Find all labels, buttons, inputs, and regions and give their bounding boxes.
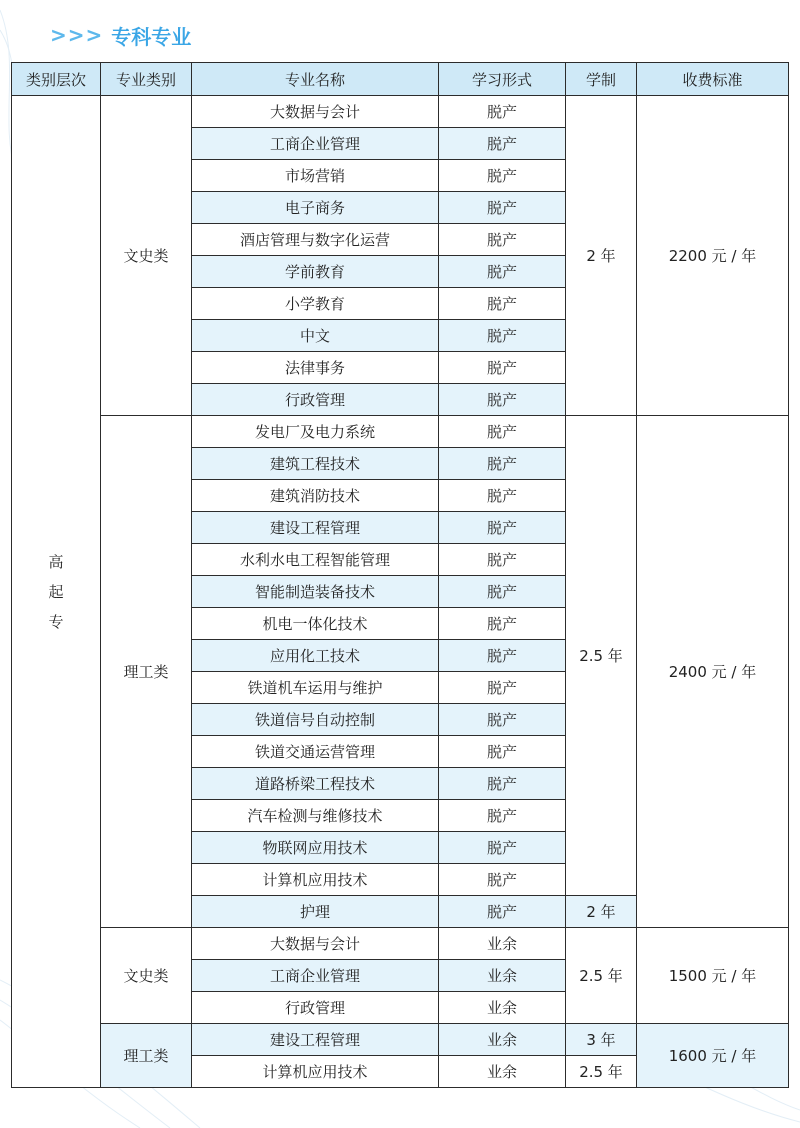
major-name: 行政管理 [192,992,439,1024]
study-form: 脱产 [439,128,566,160]
header-cell: 专业名称 [192,63,439,96]
study-form: 脱产 [439,672,566,704]
level-cell [12,96,101,1088]
study-form: 脱产 [439,352,566,384]
major-name: 物联网应用技术 [192,832,439,864]
duration-cell: 2.5 年 [566,928,637,1024]
study-form: 脱产 [439,192,566,224]
fee-cell: 2400 元 / 年 [637,416,789,928]
major-name: 建设工程管理 [192,512,439,544]
study-form: 业余 [439,960,566,992]
study-form: 脱产 [439,288,566,320]
major-name: 汽车检测与维修技术 [192,800,439,832]
major-name: 市场营销 [192,160,439,192]
major-name: 建设工程管理 [192,1024,439,1056]
study-form: 业余 [439,928,566,960]
fee-cell: 1600 元 / 年 [637,1024,789,1088]
major-name: 智能制造装备技术 [192,576,439,608]
study-form: 脱产 [439,800,566,832]
study-form: 脱产 [439,768,566,800]
category-cell: 文史类 [101,96,192,416]
duration-cell: 2.5 年 [566,1056,637,1088]
major-name: 铁道信号自动控制 [192,704,439,736]
header-cell: 学习形式 [439,63,566,96]
major-name: 大数据与会计 [192,928,439,960]
fee-cell: 1500 元 / 年 [637,928,789,1024]
section-title-text: 专科专业 [111,24,192,49]
study-form: 脱产 [439,864,566,896]
major-name: 法律事务 [192,352,439,384]
header-cell: 专业类别 [101,63,192,96]
study-form: 业余 [439,992,566,1024]
study-form: 业余 [439,1024,566,1056]
major-name: 机电一体化技术 [192,608,439,640]
study-form: 脱产 [439,96,566,128]
major-name: 道路桥梁工程技术 [192,768,439,800]
table-row [12,928,789,960]
header-cell: 学制 [566,63,637,96]
major-name: 建筑工程技术 [192,448,439,480]
study-form: 业余 [439,1056,566,1088]
study-form: 脱产 [439,704,566,736]
header-cell: 收费标准 [637,63,789,96]
duration-cell: 2.5 年 [566,416,637,896]
major-name: 计算机应用技术 [192,1056,439,1088]
category-cell: 理工类 [101,1024,192,1088]
major-name: 小学教育 [192,288,439,320]
level-char: 高 [48,552,64,571]
duration-cell: 2 年 [566,96,637,416]
fee-cell: 2200 元 / 年 [637,96,789,416]
major-name: 行政管理 [192,384,439,416]
major-name: 大数据与会计 [192,96,439,128]
program-table [11,62,789,1088]
category-cell: 文史类 [101,928,192,1024]
study-form: 脱产 [439,896,566,928]
study-form: 脱产 [439,736,566,768]
major-name: 工商企业管理 [192,128,439,160]
study-form: 脱产 [439,416,566,448]
major-name: 酒店管理与数字化运营 [192,224,439,256]
major-name: 护理 [192,896,439,928]
title-arrows-icon: >>> [50,23,104,47]
study-form: 脱产 [439,576,566,608]
major-name: 铁道交通运营管理 [192,736,439,768]
table-row [12,96,789,128]
level-char: 起 [48,582,64,601]
study-form: 脱产 [439,320,566,352]
study-form: 脱产 [439,640,566,672]
study-form: 脱产 [439,544,566,576]
study-form: 脱产 [439,512,566,544]
table-row [12,1024,789,1056]
header-cell: 类别层次 [12,63,101,96]
duration-cell: 3 年 [566,1024,637,1056]
table-row [12,416,789,448]
study-form: 脱产 [439,384,566,416]
category-cell: 理工类 [101,416,192,928]
table-header-row [12,63,789,96]
major-name: 学前教育 [192,256,439,288]
section-title [50,20,191,50]
major-name: 中文 [192,320,439,352]
major-name: 电子商务 [192,192,439,224]
major-name: 建筑消防技术 [192,480,439,512]
duration-cell: 2 年 [566,896,637,928]
major-name: 铁道机车运用与维护 [192,672,439,704]
major-name: 计算机应用技术 [192,864,439,896]
major-name: 发电厂及电力系统 [192,416,439,448]
major-name: 水利水电工程智能管理 [192,544,439,576]
study-form: 脱产 [439,832,566,864]
study-form: 脱产 [439,608,566,640]
major-name: 应用化工技术 [192,640,439,672]
study-form: 脱产 [439,256,566,288]
level-char: 专 [48,612,64,631]
study-form: 脱产 [439,480,566,512]
major-name: 工商企业管理 [192,960,439,992]
study-form: 脱产 [439,160,566,192]
study-form: 脱产 [439,224,566,256]
study-form: 脱产 [439,448,566,480]
